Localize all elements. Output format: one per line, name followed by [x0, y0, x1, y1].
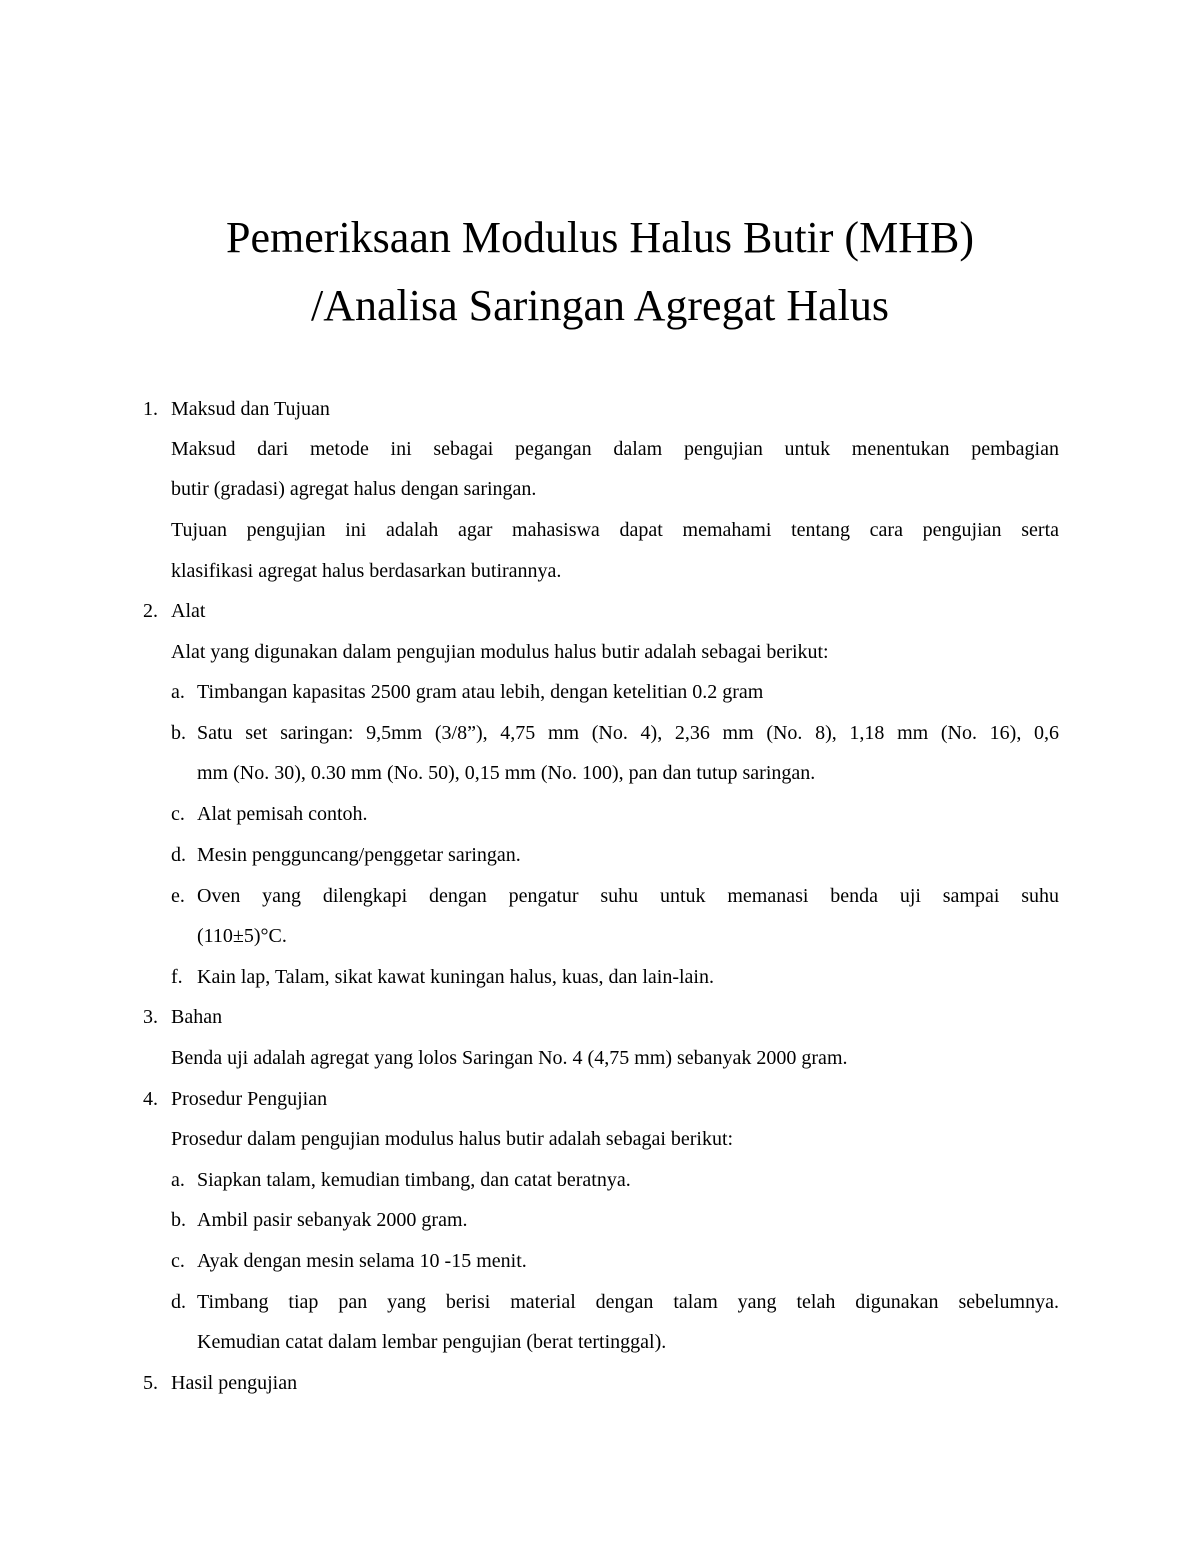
list-item-line: Kain lap, Talam, sikat kawat kuningan halus, kuas, dan lain-lain. — [197, 966, 714, 988]
section-heading: Hasil pengujian — [171, 1372, 298, 1394]
paragraph-line: Benda uji adalah agregat yang lolos Saringan No. 4 (4,75 mm) sebanyak 2000 gram. — [171, 1047, 848, 1069]
list-item-line: Alat pemisah contoh. — [197, 803, 368, 825]
paragraph-line: Prosedur dalam pengujian modulus halus butir adalah sebagai berikut: — [171, 1128, 734, 1150]
page-title — [0, 210, 1200, 334]
section-heading: Maksud dan Tujuan — [171, 398, 330, 420]
section-number: 3. — [143, 1006, 158, 1028]
title-line-1: Pemeriksaan Modulus Halus Butir (MHB) — [226, 213, 974, 262]
section-heading: Prosedur Pengujian — [171, 1088, 328, 1110]
section-number: 4. — [143, 1088, 158, 1110]
section-number: 2. — [143, 600, 158, 622]
list-item-line: Siapkan talam, kemudian timbang, dan catat beratnya. — [197, 1169, 631, 1191]
title-line-2: /Analisa Saringan Agregat Halus — [311, 281, 889, 330]
section-number: 1. — [143, 398, 158, 420]
section-heading: Alat — [171, 600, 206, 622]
list-item-line: Ambil pasir sebanyak 2000 gram. — [197, 1209, 468, 1231]
section-heading: Bahan — [171, 1006, 223, 1028]
paragraph-line: butir (gradasi) agregat halus dengan saringan. — [171, 478, 537, 500]
paragraph-line: klasifikasi agregat halus berdasarkan butirannya. — [171, 560, 562, 582]
list-marker: c. — [171, 803, 185, 825]
list-marker: a. — [171, 681, 185, 703]
list-item-line: Timbang tiap pan yang berisi material dengan talam yang telah digunakan sebelumnya. — [197, 1291, 1059, 1313]
list-marker: d. — [171, 1291, 186, 1313]
paragraph-line: Tujuan pengujian ini adalah agar mahasiswa dapat memahami tentang cara pengujian serta — [171, 519, 1059, 541]
list-item-line: Kemudian catat dalam lembar pengujian (berat tertinggal). — [197, 1331, 667, 1353]
list-marker: a. — [171, 1169, 185, 1191]
paragraph-line: Maksud dari metode ini sebagai pegangan dalam pengujian untuk menentukan pembagian — [171, 438, 1059, 460]
list-marker: e. — [171, 885, 185, 907]
list-item-line: Ayak dengan mesin selama 10 -15 menit. — [197, 1250, 527, 1272]
section-number: 5. — [143, 1372, 158, 1394]
list-item-line: (110±5)°C. — [197, 925, 287, 947]
list-item-line: Satu set saringan: 9,5mm (3/8”), 4,75 mm (No. 4), 2,36 mm (No. 8), 1,18 mm (No. 16), 0,6 — [197, 722, 1059, 744]
list-marker: d. — [171, 844, 186, 866]
paragraph-line: Alat yang digunakan dalam pengujian modulus halus butir adalah sebagai berikut: — [171, 641, 829, 663]
list-marker: f. — [171, 966, 183, 988]
list-marker: b. — [171, 722, 186, 744]
list-marker: b. — [171, 1209, 186, 1231]
list-item-line: Timbangan kapasitas 2500 gram atau lebih, dengan ketelitian 0.2 gram — [197, 681, 764, 703]
list-item-line: mm (No. 30), 0.30 mm (No. 50), 0,15 mm (No. 100), pan dan tutup saringan. — [197, 762, 816, 784]
list-marker: c. — [171, 1250, 185, 1272]
list-item-line: Mesin pengguncang/penggetar saringan. — [197, 844, 521, 866]
list-item-line: Oven yang dilengkapi dengan pengatur suhu untuk memanasi benda uji sampai suhu — [197, 885, 1059, 907]
